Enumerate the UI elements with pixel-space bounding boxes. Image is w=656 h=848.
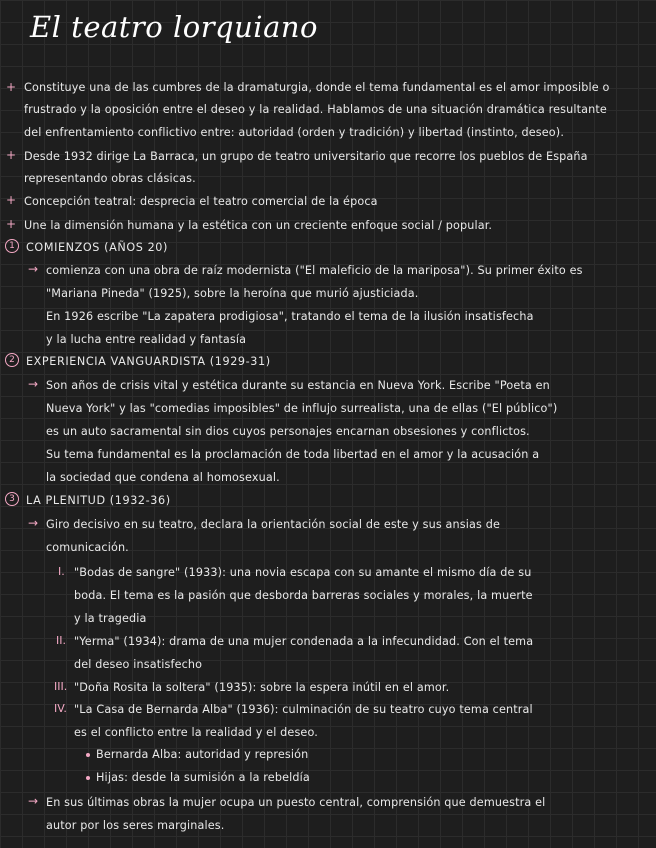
sub-bullet-line: Hijas: desde la sumisión a la rebeldía: [96, 771, 310, 784]
intro-line: Constituye una de las cumbres de la dramaturgia, donde el tema fundamental es el amor imposible o: [24, 81, 610, 94]
section-line: Giro decisivo en su teatro, declara la orientación social de este y sus ansias de: [46, 518, 500, 531]
dot-bullet-icon: [86, 776, 90, 780]
arrow-right-icon: →: [28, 262, 39, 276]
roman-numeral: III.: [54, 680, 68, 693]
section-line: En sus últimas obras la mujer ocupa un puesto central, comprensión que demuestra el: [46, 796, 546, 809]
section-heading: COMIENZOS (AÑOS 20): [26, 241, 168, 254]
section-line: es un auto sacramental sin dios cuyos personajes encarnan obsesiones y conflictos.: [46, 425, 530, 438]
intro-line: representando obras clásicas.: [24, 172, 196, 185]
section-line: Su tema fundamental es la proclamación de toda libertad en el amor y la acusación a: [46, 448, 540, 461]
section-line: y la lucha entre realidad y fantasía: [46, 333, 247, 346]
section-line: Son años de crisis vital y estética durante su estancia en Nueva York. Escribe "Poeta en: [46, 379, 550, 392]
section-number-badge: 3: [5, 492, 19, 506]
work-line: "Doña Rosita la soltera" (1935): sobre la espera inútil en el amor.: [74, 681, 450, 694]
section-line: la sociedad que condena al homosexual.: [46, 471, 280, 484]
plus-bullet-icon: +: [6, 217, 17, 231]
work-line: "Bodas de sangre" (1933): una novia escapa con su amante el mismo día de su: [74, 566, 532, 579]
work-line: y la tragedia: [74, 612, 147, 625]
intro-line: Desde 1932 dirige La Barraca, un grupo de teatro universitario que recorre los pueblos de España: [24, 150, 588, 163]
plus-bullet-icon: +: [6, 193, 17, 207]
arrow-right-icon: →: [28, 794, 39, 808]
roman-numeral: II.: [56, 634, 66, 647]
work-line: "La Casa de Bernarda Alba" (1936): culminación de su teatro cuyo tema central: [74, 703, 533, 716]
section-heading: LA PLENITUD (1932-36): [26, 494, 171, 507]
intro-line: del enfrentamiento conflictivo entre: autoridad (orden y tradición) y libertad (instinto, deseo).: [24, 126, 565, 139]
roman-numeral: IV.: [54, 702, 67, 715]
intro-line: Concepción teatral: desprecia el teatro comercial de la época: [24, 195, 378, 208]
section-line: En 1926 escribe "La zapatera prodigiosa", tratando el tema de la ilusión insatisfecha: [46, 310, 534, 323]
section-line: "Mariana Pineda" (1925), sobre la heroína que murió ajusticiada.: [46, 287, 419, 300]
arrow-right-icon: →: [28, 516, 39, 530]
work-line: "Yerma" (1934): drama de una mujer condenada a la infecundidad. Con el tema: [74, 635, 534, 648]
section-number-badge: 2: [5, 353, 19, 367]
section-line: comunicación.: [46, 541, 129, 554]
work-line: es el conflicto entre la realidad y el deseo.: [74, 726, 318, 739]
arrow-right-icon: →: [28, 377, 39, 391]
plus-bullet-icon: +: [6, 148, 17, 162]
section-line: comienza con una obra de raíz modernista ("El maleficio de la mariposa"). Su primer éxito es: [46, 264, 583, 277]
section-line: autor por los seres marginales.: [46, 819, 225, 832]
section-line: Nueva York" y las "comedias imposibles" de influjo surrealista, una de ellas ("El público"): [46, 402, 558, 415]
sub-bullet-line: Bernarda Alba: autoridad y represión: [96, 748, 309, 761]
page-title: El teatro lorquiano: [30, 10, 319, 44]
dot-bullet-icon: [86, 753, 90, 757]
intro-line: Une la dimensión humana y la estética con un creciente enfoque social / popular.: [24, 219, 493, 232]
work-line: boda. El tema es la pasión que desborda barreras sociales y morales, la muerte: [74, 589, 533, 602]
section-number-badge: 1: [5, 239, 19, 253]
section-heading: EXPERIENCIA VANGUARDISTA (1929-31): [26, 355, 271, 368]
work-line: del deseo insatisfecho: [74, 658, 203, 671]
roman-numeral: I.: [58, 565, 65, 578]
intro-line: frustrado y la oposición entre el deseo y la realidad. Hablamos de una situación dramática resultante: [24, 103, 607, 116]
plus-bullet-icon: +: [6, 80, 17, 94]
